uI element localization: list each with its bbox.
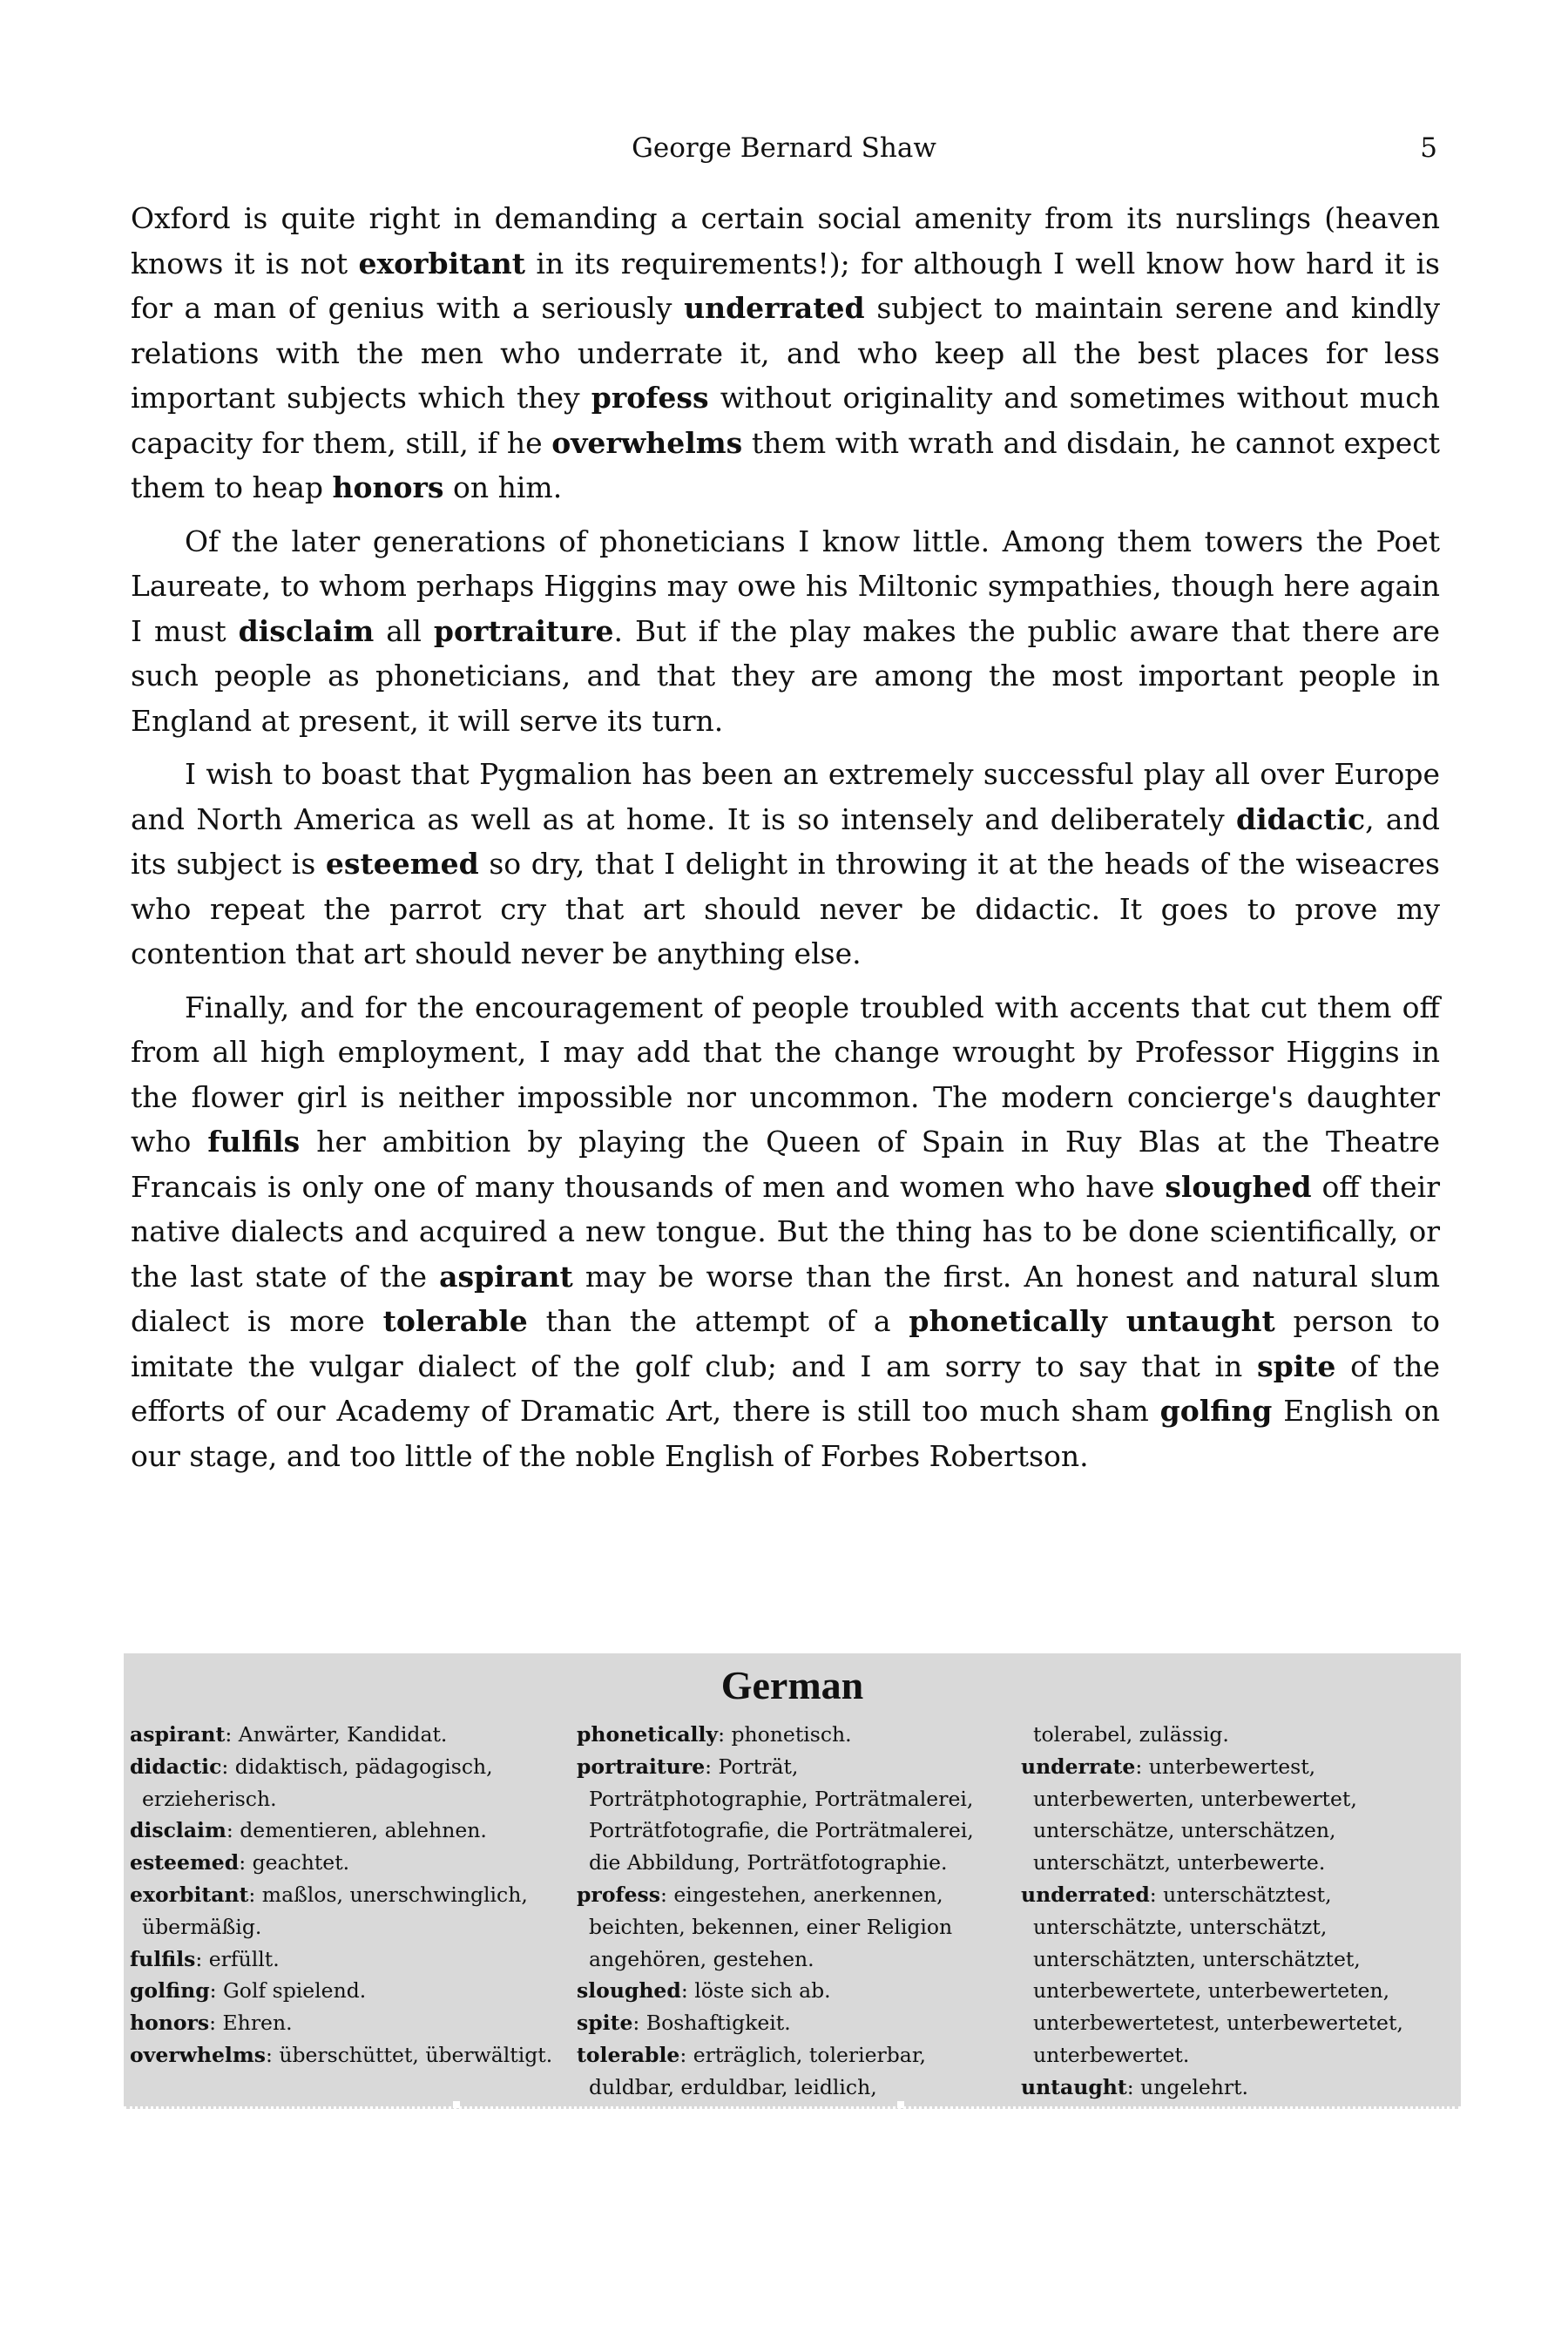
glossary-term: untaught	[1021, 2074, 1127, 2099]
paragraph-text: her ambition by playing the Queen of Spain in Ruy Blas at the Theatre Francais is only one of many thousands of men and women who have	[131, 1125, 1440, 1204]
vocab-word: phonetically untaught	[909, 1304, 1275, 1338]
glossary-definition: : ungelehrt.	[1126, 2074, 1249, 2099]
glossary-definition: : unterbewertest, unterbewerten, unterbewertet, unterschätze, unterschätzen, unterschätzt, unterbewerte.	[1033, 1754, 1357, 1876]
glossary-entry	[130, 1719, 565, 1751]
vocab-word: esteemed	[325, 847, 479, 881]
glossary-term: disclaim	[130, 1818, 226, 1843]
glossary-definition: : Golf spielend.	[209, 1978, 367, 2004]
paragraph-text: off their native dialects and acquired a new tongue. But the thing has to be done scientifically, or the last state of the	[131, 1169, 1440, 1294]
glossary-term: esteemed	[130, 1850, 240, 1876]
paragraph-text: . But if the play makes the public aware that there are such people as phoneticians, and that they are among the most important people in England at present, it will serve its turn.	[131, 613, 1440, 738]
glossary-definition: : erfüllt.	[195, 1946, 280, 1971]
glossary-definition: : überschüttet, überwältigt.	[265, 2042, 553, 2067]
glossary-title: German	[720, 1663, 864, 1707]
glossary-entry	[130, 1975, 565, 2007]
glossary-term: underrate	[1021, 1754, 1136, 1779]
glossary-entry	[1021, 1879, 1452, 2072]
glossary-term: overwhelms	[130, 2042, 266, 2067]
glossary-term: aspirant	[130, 1722, 226, 1747]
glossary-definition: : Porträt, Porträtphotographie, Porträtmalerei, Porträtfotografie, die Porträtmalerei, die Abbildung, Porträtfotographie.	[589, 1754, 974, 1876]
glossary-term: spite	[577, 2011, 633, 2036]
vocab-word: tolerable	[382, 1304, 528, 1338]
glossary-entry	[130, 1879, 565, 1943]
paragraph	[131, 519, 1440, 744]
glossary-entry	[577, 1879, 1008, 1975]
glossary-entry	[130, 1847, 565, 1879]
paragraph-text: them with wrath and disdain, he cannot expect them to heap	[131, 425, 1441, 504]
paragraph	[131, 752, 1440, 977]
glossary-entry	[130, 1815, 565, 1847]
glossary-term: tolerable	[577, 2042, 680, 2067]
glossary-entry	[577, 1975, 1008, 2007]
paragraph-text: Of the later generations of phoneticians I know little. Among them towers the Poet Laureate, to whom perhaps Higgins may owe his Miltonic sympathies, though here again I must	[131, 524, 1440, 648]
glossary-entry	[130, 2039, 565, 2072]
vocab-word: golfing	[1159, 1394, 1273, 1428]
paragraph-text: , and its subject is	[131, 801, 1440, 881]
paragraph-text: person to imitate the vulgar dialect of the golf club; and I am sorry to say that in	[131, 1304, 1440, 1383]
glossary-definition: : Ehren.	[209, 2011, 293, 2036]
glossary-entry	[1021, 1751, 1452, 1879]
glossary-definition: : maßlos, unerschwinglich, übermäßig.	[142, 1882, 528, 1939]
paragraph-text: in its requirements!); for although I well know how hard it is for a man of genius with a seriously	[131, 246, 1440, 325]
glossary-definition: tolerabel, zulässig.	[1033, 1722, 1229, 1747]
glossary-definition: : Anwärter, Kandidat.	[225, 1722, 448, 1747]
glossary-definition: : eingestehen, anerkennen, beichten, bekennen, einer Religion angehören, gestehen.	[589, 1882, 953, 1971]
glossary-entry	[130, 1751, 565, 1815]
vocab-word: spite	[1256, 1348, 1336, 1383]
paragraph-text: of the efforts of our Academy of Dramatic Art, there is still too much sham	[131, 1348, 1440, 1428]
vocab-word: underrated	[684, 291, 865, 325]
glossary-entry	[577, 1719, 1008, 1751]
paragraph-text: Oxford is quite right in demanding a certain social amenity from its nurslings (heaven knows it is not	[131, 201, 1440, 280]
vocab-word: exorbitant	[358, 246, 526, 280]
glossary-definition: : Boshaftigkeit.	[632, 2011, 791, 2036]
glossary-entry	[1021, 1719, 1452, 1751]
glossary-definition: : phonetisch.	[718, 1722, 852, 1747]
glossary-entry	[577, 2039, 1008, 2104]
paragraph-text: than the attempt of a	[527, 1304, 909, 1338]
glossary-column	[1021, 1719, 1452, 2104]
column-separator-mark	[453, 2101, 460, 2108]
glossary-entry	[130, 2007, 565, 2039]
paragraph-text: without originality and sometimes without much capacity for them, still, if he	[131, 381, 1440, 460]
glossary-term: sloughed	[577, 1978, 681, 2004]
paragraph	[131, 985, 1440, 1479]
glossary-entry	[577, 2007, 1008, 2039]
paragraph	[131, 196, 1440, 510]
paragraph-text: English on our stage, and too little of the noble English of Forbes Robertson.	[131, 1394, 1440, 1473]
vocab-word: fulfils	[207, 1125, 301, 1159]
running-title: George Bernard Shaw	[632, 132, 936, 164]
glossary-column	[130, 1719, 565, 2072]
glossary-term: fulfils	[130, 1946, 196, 1971]
glossary-term: exorbitant	[130, 1882, 249, 1907]
paragraph-text: subject to maintain serene and kindly relations with the men who underrate it, and who keep all the best places for less important subjects which they	[131, 291, 1440, 415]
vocab-word: disclaim	[238, 613, 375, 648]
vocab-word: profess	[591, 381, 709, 415]
vocab-word: portraiture	[433, 613, 614, 648]
paragraph-text: Finally, and for the encouragement of people troubled with accents that cut them off from all high employment, I may add that the change wrought by Professor Higgins in the flower girl is neither impossible nor uncommon. The modern concierge's daughter who	[131, 990, 1440, 1159]
page-number: 5	[1420, 132, 1437, 164]
page-header	[131, 132, 1437, 172]
glossary-definition: : dementieren, ablehnen.	[226, 1818, 487, 1843]
glossary-entry	[130, 1943, 565, 1976]
glossary-definition: : unterschätztest, unterschätzte, unterschätzt, unterschätzten, unterschätztet, unterbewertete, unterbewerteten, unterbewertetest, unterbewertetet, unterbewertet.	[1033, 1882, 1403, 2067]
vocab-word: overwhelms	[551, 425, 743, 460]
vocab-word: aspirant	[439, 1259, 573, 1294]
paragraph-text: so dry, that I delight in throwing it at the heads of the wiseacres who repeat the parrot cry that art should never be didactic. It goes to prove my contention that art should never be anything else.	[131, 847, 1440, 970]
vocab-word: honors	[332, 470, 444, 504]
glossary-entry	[1021, 2072, 1452, 2104]
glossary-term: underrated	[1021, 1882, 1150, 1907]
glossary-term: honors	[130, 2011, 210, 2036]
german-glossary	[124, 1653, 1461, 2109]
glossary-entry	[577, 1751, 1008, 1879]
column-separator-mark	[897, 2101, 904, 2108]
vocab-word: sloughed	[1165, 1169, 1312, 1204]
paragraph-text: on him.	[443, 470, 563, 504]
glossary-term: phonetically	[577, 1722, 719, 1747]
glossary-definition: : erträglich, tolerierbar, duldbar, erduldbar, leidlich,	[589, 2042, 926, 2099]
glossary-term: didactic	[130, 1754, 222, 1779]
glossary-definition: : didaktisch, pädagogisch, erzieherisch.	[142, 1754, 493, 1811]
glossary-definition: : geachtet.	[239, 1850, 350, 1876]
glossary-column	[577, 1719, 1008, 2104]
glossary-definition: : löste sich ab.	[680, 1978, 831, 2004]
glossary-term: profess	[577, 1882, 661, 1907]
paragraph-text: all	[374, 613, 434, 648]
paragraph-text: I wish to boast that Pygmalion has been an extremely successful play all over Europe and North America as well as at home. It is so intensely and deliberately	[131, 757, 1440, 836]
glossary-term: portraiture	[577, 1754, 706, 1779]
glossary-term: golfing	[130, 1978, 210, 2004]
paragraph-text: may be worse than the first. An honest and natural slum dialect is more	[131, 1259, 1440, 1338]
body-text	[131, 196, 1440, 1487]
vocab-word: didactic	[1236, 801, 1366, 836]
